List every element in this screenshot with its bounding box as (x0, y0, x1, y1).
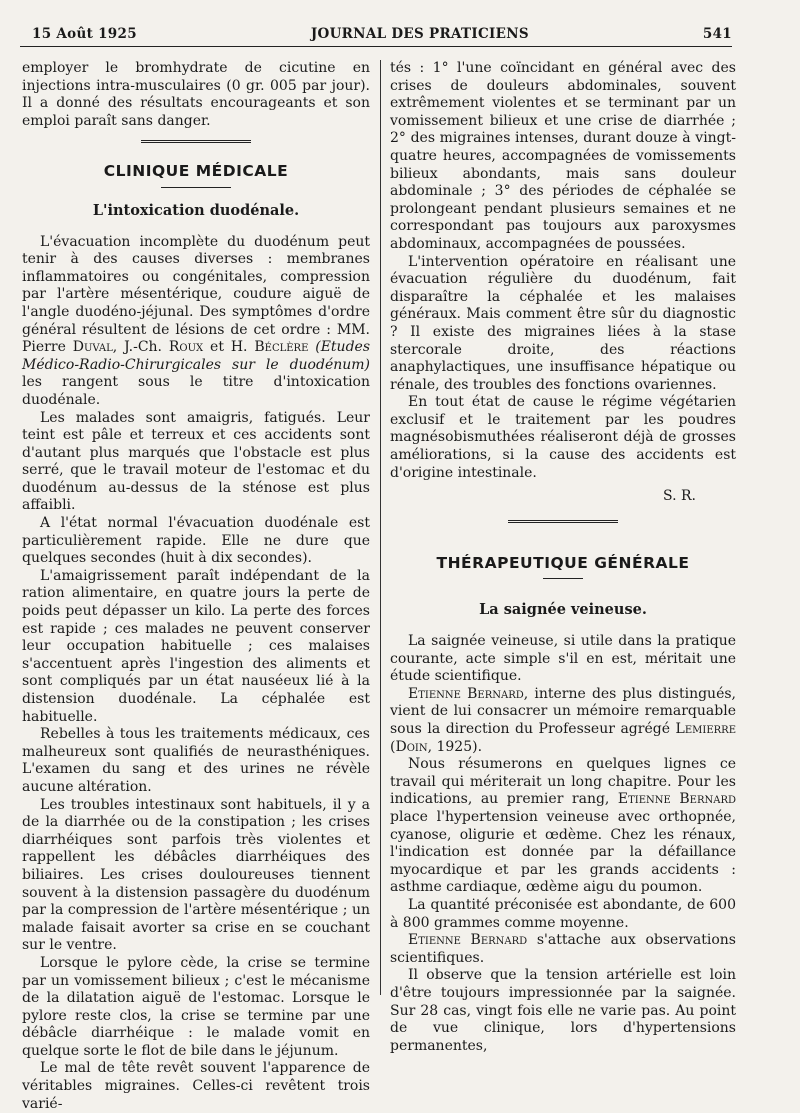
header-journal-title: JOURNAL DES PRATICIENS (310, 26, 529, 42)
article-title: L'intoxication duodénale. (92, 201, 300, 219)
paragraph: La quantité préconisée est abondante, de 600 à 800 grammes comme moyenne. (390, 896, 736, 931)
paragraph: Le mal de tête revêt souvent l'apparence de véritables migraines. Celles-ci revêtent trois varié- (22, 1060, 370, 1112)
paragraph: A l'état normal l'évacuation duodénale est particulièrement rapide. Elle ne dure que quelques secondes (huit à dix secondes). (22, 515, 370, 567)
running-header (32, 26, 732, 46)
header-date: 15 Août 1925 (32, 26, 137, 42)
paragraph: Les troubles intestinaux sont habituels, il y a de la diarrhée ou de la constipation ; les crises diarrhéiques sont parfois très violentes et rappellent les débâcles diarrhéiques des biliaires. Les crises douloureuses tiennent souvent à la distension passagère du duodénum par la compression de l'artère mésentérique ; un malade faisait avorter sa crise en se couchant sur le ventre. (22, 796, 370, 954)
paragraph: En tout état de cause le régime végétarien exclusif et le traitement par les poudres magnésobismuthées réaliseront déjà de grosses améliorations, si la cause des accidents est d'origine intestinale. (390, 394, 736, 481)
paragraph: Les malades sont amaigris, fatigués. Leur teint est pâle et terreux et ces accidents sont d'autant plus marqués que l'obstacle est plus serré, que le travail moteur de l'estomac et du duodénum au-dessus de la sténose est plus affaibli. (22, 409, 370, 514)
section-separator (508, 520, 618, 527)
paragraph: Il observe que la tension artérielle est loin d'être toujours impressionnée par la saignée. Sur 28 cas, vingt fois elle ne varie pas. Au point de vue clinique, lors d'hypertensions permanentes, (390, 967, 736, 1054)
paragraph: employer le bromhydrate de cicutine en injections intra-musculaires (0 gr. 005 par jour). Il a donné des résultats encourageants et son emploi paraît sans danger. (22, 60, 370, 129)
section-title: CLINIQUE MÉDICALE (103, 162, 289, 181)
header-page-number: 541 (702, 26, 732, 42)
article-title: La saignée veineuse. (479, 601, 647, 619)
paragraph: Lorsque le pylore cède, la crise se termine par un vomissement bilieux ; c'est le mécanisme de la dilatation aiguë de l'estomac. Lorsque le pylore reste clos, la crise se termine par une débâcle diarrhéique : le malade vomit en quelque sorte le flot de bile dans le jéjunum. (22, 954, 370, 1059)
paragraph: L'évacuation incomplète du duodénum peut tenir à des causes diverses : membranes inflammatoires ou congénitales, compression par l'artère mésentérique, coudure aiguë de l'angle duodéno-jéjunal. Des symptômes d'ordre général résultent de lésions de cet ordre : MM. Pierre Duval, J.-Ch. Roux et H. Béclère (Etudes Médico-Radio-Chirurgicales sur le duodénum) les rangent sous le titre d'intoxication duodénale. (22, 233, 371, 408)
paragraph: L'amaigrissement paraît indépendant de la ration alimentaire, en quatre jours la perte de poids peut dépasser un kilo. La perte des forces est rapide ; ces malades ne peuvent conserver leur occupation habituelle ; ces malaises s'accentuent après l'ingestion des aliments et sont compliqués par un état nauséeux lié à la distension duodénale. La céphalée est habituelle. (22, 567, 370, 725)
section-title: THÉRAPEUTIQUE GÉNÉRALE (436, 553, 690, 572)
paragraph: Etienne Bernard s'attache aux observations scientifiques. (390, 932, 736, 966)
paragraph: La saignée veineuse, si utile dans la pratique courante, acte simple s'il en est, méritait une étude scientifique. (390, 633, 736, 685)
title-rule (161, 187, 231, 188)
section-separator (141, 140, 251, 147)
header-rule (20, 46, 732, 47)
paragraph: Nous résumerons en quelques lignes ce travail qui mériterait un long chapitre. Pour les indications, au premier rang, Etienne Bernard place l'hypertension veineuse avec orthopnée, cyanose, oligurie et œdème. Chez les rénaux, l'indication est donnée par la défaillance myocardique et par les grands accidents : asthme cardiaque, œdème aigu du poumon. (390, 756, 737, 896)
left-column (22, 60, 370, 1113)
paragraph: tés : 1° l'une coïncidant en général avec des crises de douleurs abdominales, souvent extrêmement violentes et se terminant par un vomissement bilieux et une crise de diarrhée ; 2° des migraines intenses, durant douze à vingt-quatre heures, accompagnées de vomissements bilieux abondants, mais sans douleur abdominale ; 3° des périodes de céphalée se prolongeant pendant plusieurs semaines et ne correspondant pas toujours aux paroxysmes abdominaux, accompagnées de poussées. (390, 60, 736, 252)
signature: S. R. (663, 488, 696, 505)
title-rule (543, 578, 583, 579)
paragraph: Etienne Bernard, interne des plus distingués, vient de lui consacrer un mémoire remarquable sous la direction du Professeur agrégé Lemierre (Doin, 1925). (390, 685, 736, 755)
right-column (390, 60, 736, 1055)
column-divider (380, 60, 381, 995)
paragraph: L'intervention opératoire en réalisant une évacuation régulière du duodénum, fait disparaître la céphalée et les malaises généraux. Mais comment être sûr du diagnostic ? Il existe des migraines liées à la stase stercorale droite, des réactions anaphylactiques, une insuffisance hépatique ou rénale, des troubles des fonctions ovariennes. (390, 253, 736, 393)
paragraph: Rebelles à tous les traitements médicaux, ces malheureux sont qualifiés de neurasthéniques. L'examen du sang et des urines ne révèle aucune altération. (22, 726, 370, 795)
